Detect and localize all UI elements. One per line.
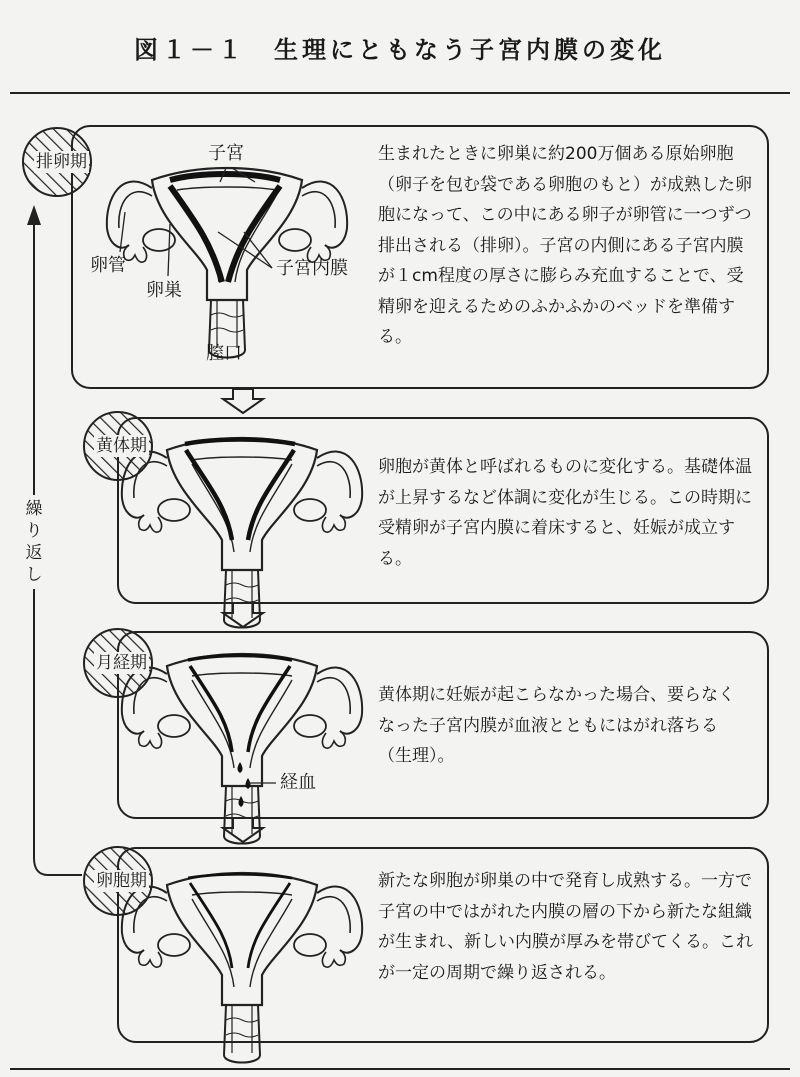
phase-label-ovulation: 排卵期 xyxy=(36,152,87,172)
loop-arrow-head xyxy=(27,205,41,225)
label-ovary: 卵巣 xyxy=(146,280,182,301)
label-endometrium: 子宮内膜 xyxy=(276,258,348,279)
phase-label-follicular: 卵胞期 xyxy=(96,871,147,891)
stage-text-follicular: 新たな卵胞が卵巣の中で発育し成熟する。一方で子宮の中ではがれた内膜の層の下から新たな組織が生まれ、新しい内膜が厚みを帯びてくる。これが一定の周期で繰り返される。 xyxy=(378,871,754,983)
label-vaginal-opening: 膣口 xyxy=(206,343,242,364)
label-uterus: 子宮 xyxy=(208,143,244,164)
stage-text-menstrual: 黄体期に妊娠が起こらなかった場合、要らなくなった子宮内膜が血液とともにはがれ落ちる（生理）。 xyxy=(378,685,735,766)
figure-title: 図１－１ 生理にともなう子宮内膜の変化 xyxy=(134,36,666,64)
uterus-illustration-menstrual xyxy=(122,654,362,844)
stage-text-ovulation: 生まれたときに卵巣に約200万個ある原始卵胞（卵子を包む袋である卵胞のもと）が成熟した卵胞になって、この中にある卵子が卵管に一つずつ排出される（排卵）。子宮の内側にある子宮内膜が１cm程度の厚さに膨らみ充血することで、受精卵を迎えるためのふかふかのベッドを準備する。 xyxy=(378,144,752,347)
phase-label-luteal: 黄体期 xyxy=(96,436,147,456)
uterus-illustration-luteal xyxy=(122,438,362,628)
label-fallopian-tube: 卵管 xyxy=(90,255,126,276)
phase-label-menstrual: 月経期 xyxy=(96,653,147,673)
stage-text-luteal: 卵胞が黄体と呼ばれるものに変化する。基礎体温が上昇するなど体調に変化が生じる。この時期に受精卵が子宮内膜に着床すると、妊娠が成立する。 xyxy=(378,457,752,569)
loop-label: 繰り返し xyxy=(23,495,45,589)
label-menstrual-blood: 経血 xyxy=(280,772,316,793)
uterus-illustration-follicular xyxy=(122,873,362,1063)
